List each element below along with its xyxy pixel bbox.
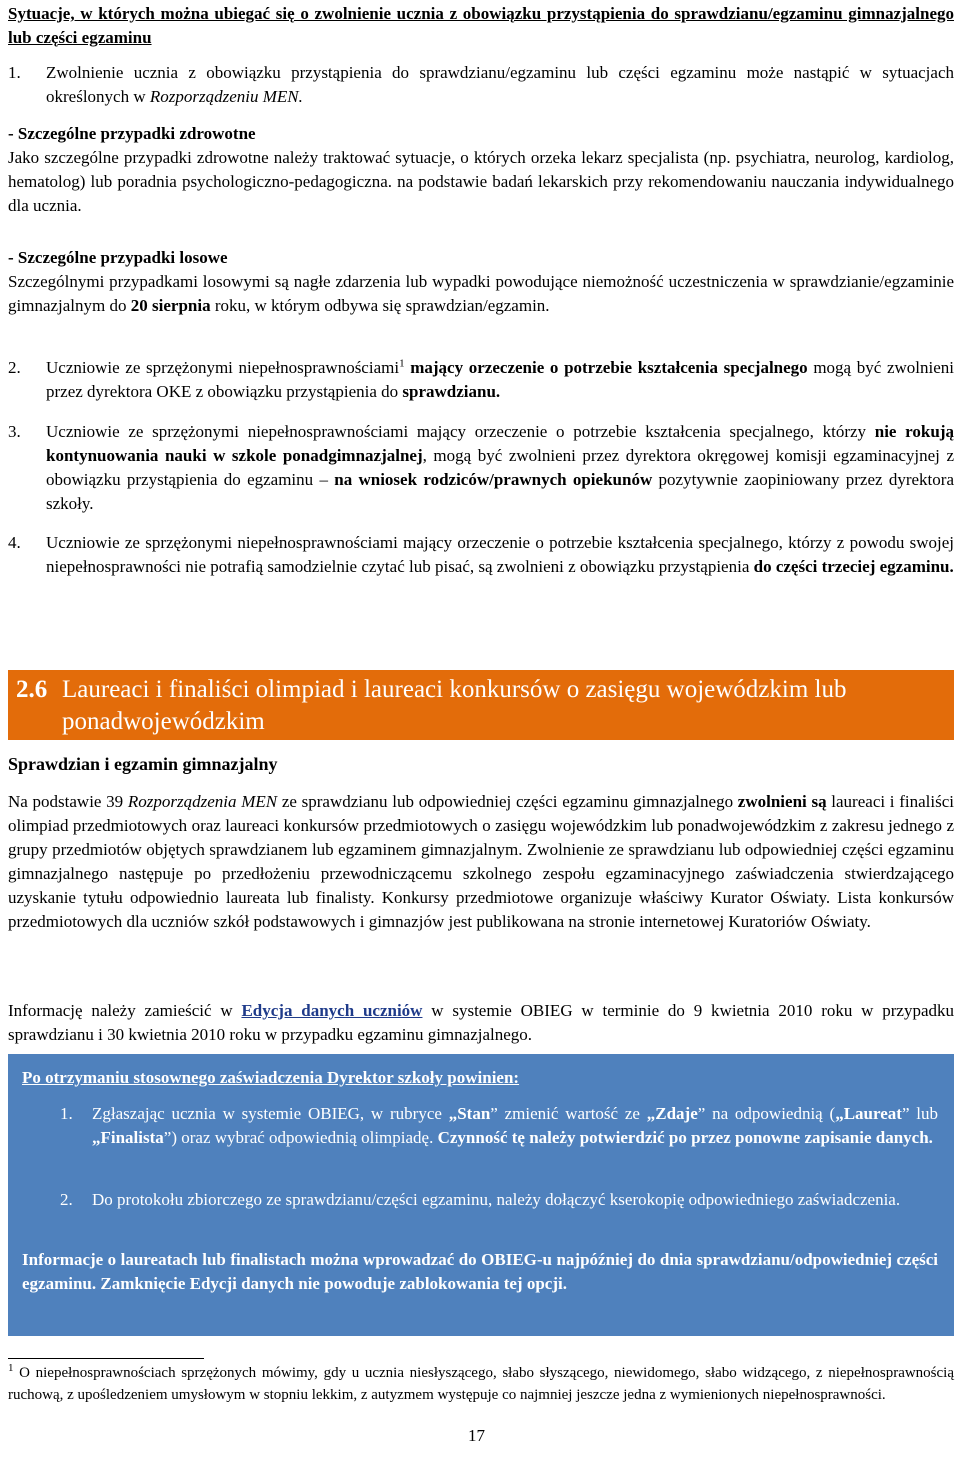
- info-box-note: Informacje o laureatach lub finalistach można wprowadzać do OBIEG-u najpóźniej do dnia sprawdzianu/odpowiedniej części egzaminu. Zamknięcie Edycji danych nie powoduje zablokowania tej opcji.: [22, 1250, 938, 1293]
- box-item-2: Do protokołu zbiorczego ze sprawdzianu/części egzaminu, należy dołączyć kserokopię odpowiedniego zaświadczenia.: [92, 1190, 901, 1209]
- random-heading: - Szczególne przypadki losowe: [8, 248, 228, 267]
- health-text: Jako szczególne przypadki zdrowotne należy traktować sytuacje, o których orzeka lekarz specjalista (np. psychiatra, neurolog, kardiolog, hematolog) lub poradnia psychologiczno-pedagogiczna. na podstawie badań lekarskich przy rekomendowaniu nauczania indywidualnego dla ucznia.: [8, 148, 954, 215]
- info-box: [8, 1054, 954, 1336]
- info-box-title: Po otrzymaniu stosownego zaświadczenia Dyrektor szkoły powinien:: [22, 1068, 520, 1087]
- section-number: 2.6: [16, 676, 48, 703]
- footnote-ref: 1: [399, 357, 405, 370]
- page-number: 17: [468, 1426, 485, 1445]
- box-item-1: Zgłaszając ucznia w systemie OBIEG, w rubryce „Stan” zmienić wartość ze „Zdaje” na odpowiednią („Laureat” lub „Finalista”) oraz wybrać odpowiednią olimpiadę. Czynność tę należy potwierdzić po przez ponowne zapisanie danych.: [92, 1104, 938, 1147]
- random-text: Szczególnymi przypadkami losowymi są nagłe zdarzenia lub wypadki powodujące niemożność uczestniczenia w sprawdzianie/egzaminie gimnazjalnym do 20 sierpnia roku, w którym odbywa się sprawdzian/egzamin.: [8, 272, 954, 315]
- item-2: Uczniowie ze sprzężonymi niepełnosprawnościami$^1$ mający orzeczenie o potrzebie kształcenia specjalnego mogą być zwolnieni przez dyrektora OKE z obowiązku przystąpienia do sprawdzianu.: [46, 357, 954, 401]
- section-title: Laureaci i finaliści olimpiad i laureaci konkursów o zasięgu wojewódzkim lub ponadwojewódzkim: [62, 676, 847, 735]
- edycja-danych-link[interactable]: Edycja danych uczniów: [241, 1001, 423, 1020]
- box-item-number: 1.: [60, 1104, 73, 1123]
- section-banner: [8, 670, 954, 740]
- item-4: Uczniowie ze sprzężonymi niepełnosprawnościami mający orzeczenie o potrzebie kształcenia specjalnego, którzy z powodu swojej niepełnosprawności nie potrafią samodzielnie czytać lub pisać, są zwolnieni z obowiązku przystąpienia do części trzeciej egzaminu.: [46, 533, 954, 576]
- item-number: 3.: [8, 422, 21, 441]
- item-number: 4.: [8, 533, 21, 552]
- item-number: 2.: [8, 358, 21, 377]
- health-heading: - Szczególne przypadki zdrowotne: [8, 124, 256, 143]
- paragraph-info: Informację należy zamieścić w Edycja danych uczniów w systemie OBIEG w terminie do 9 kwietnia 2010 roku w przypadku sprawdzianu i 30 kwietnia 2010 roku w przypadku egzaminu gimnazjalnego.: [8, 1001, 954, 1044]
- item-number: 1.: [8, 63, 21, 82]
- item-1: Zwolnienie ucznia z obowiązku przystąpienia do sprawdzianu/egzaminu lub części egzaminu może nastąpić w sytuacjach określonych w Rozporządzeniu MEN.: [46, 63, 954, 106]
- box-item-number: 2.: [60, 1190, 73, 1209]
- footnote-divider: [8, 1358, 204, 1359]
- subheading: Sprawdzian i egzamin gimnazjalny: [8, 754, 278, 774]
- item-3: Uczniowie ze sprzężonymi niepełnosprawnościami mający orzeczenie o potrzebie kształcenia specjalnego, którzy nie rokują kontynuowania nauki w szkole ponadgimnazjalnej, mogą być zwolnieni przez dyrektora okręgowej komisji egzaminacyjnej z obowiązku przystąpienia do egzaminu – na wniosek rodziców/prawnych opiekunów pozytywnie zaopiniowany przez dyrektora szkoły.: [46, 422, 954, 513]
- footnote: $^1$ O niepełnosprawnościach sprzężonych mówimy, gdy u ucznia niesłyszącego, słabo słyszącego, niewidomego, słabo widzącego, z niepełnosprawnością ruchową, z upośledzeniem umysłowym w stopniu lekkim, z autyzmem występuje co najmniej jeszcze jedna z wymienionych niepełnosprawności.: [8, 1362, 954, 1403]
- paragraph-laureates: Na podstawie 39 Rozporządzenia MEN ze sprawdzianu lub odpowiedniej części egzaminu gimnazjalnego zwolnieni są laureaci i finaliści olimpiad przedmiotowych oraz laureaci konkursów przedmiotowych o zasięgu wojewódzkim lub ponadwojewódzkim z zakresu jednego z grupy przedmiotów objętych sprawdzianem lub egzaminem gimnazjalnym. Zwolnienie ze sprawdzianu lub odpowiedniej części egzaminu gimnazjalnego następuje po przedłożeniu przewodniczącemu szkolnego zespołu egzaminacyjnego zaświadczenia stwierdzającego uzyskanie tytułu odpowiednio laureata lub finalisty. Konkursy przedmiotowe organizuje właściwy Kurator Oświaty. Lista konkursów przedmiotowych dla uczniów szkół podstawowych i gimnazjów jest publikowana na stronie internetowej Kuratoriów Oświaty.: [8, 792, 954, 931]
- section-heading: Sytuacje, w których można ubiegać się o zwolnienie ucznia z obowiązku przystąpienia do sprawdzianu/egzaminu gimnazjalnego lub części egzaminu: [8, 4, 954, 47]
